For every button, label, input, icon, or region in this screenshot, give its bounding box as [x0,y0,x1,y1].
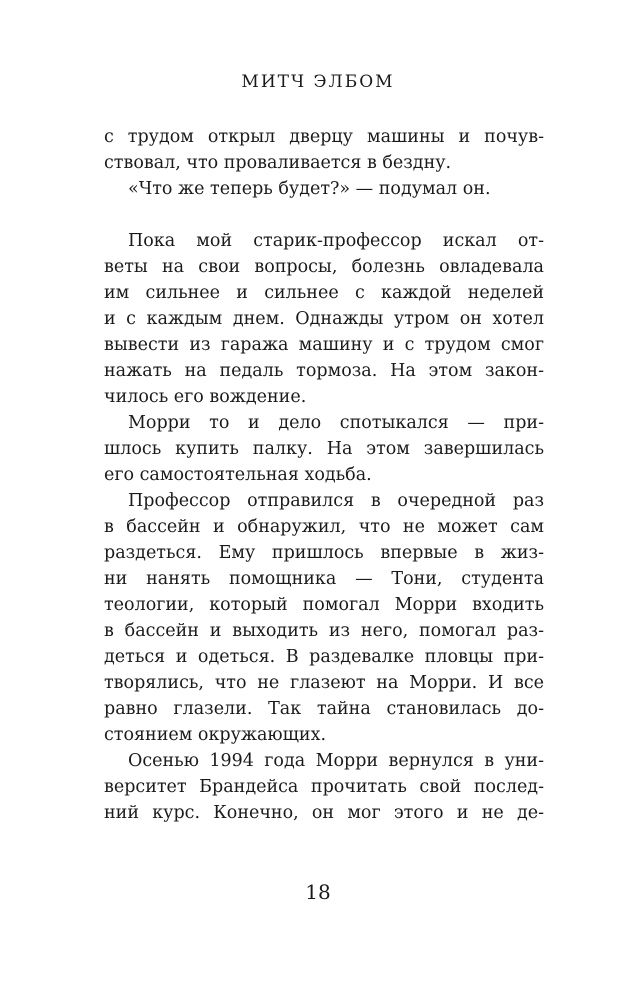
text-line: им сильнее и сильнее с каждой неделей [104,283,544,303]
text-line: теологии, который помогал Морри входить [104,595,544,615]
text-line: творялись, что не глазеют на Морри. И все [104,673,544,693]
text-line: Морри то и дело спотыкался — при- [128,413,544,433]
text-line: в бассейн и выходить из него, помогал раз- [104,621,544,641]
text-line: «Что же теперь будет?» — подумал он. [128,179,491,199]
text-line: чилось его вождение. [104,387,307,407]
body-text [104,124,544,826]
text-line: ний курс. Конечно, он мог этого и не де- [104,803,544,823]
text-line: с трудом открыл дверцу машины и почув- [104,127,544,147]
running-head: МИТЧ ЭЛБОМ [241,72,395,92]
text-line: раздеться. Ему пришлось впервые в жиз- [104,543,544,563]
text-line: и с каждым днем. Однажды утром он хотел [104,309,544,329]
text-line: стоянием окружающих. [104,725,327,745]
text-line: равно глазели. Так тайна становилась до- [104,699,544,719]
section-break [104,202,544,228]
text-line: веты на свои вопросы, болезнь овладевала [104,257,544,277]
text-line: его самостоятельная ходьба. [104,465,372,485]
text-line: верситет Брандейса прочитать свой послед- [104,777,544,797]
text-line: Осенью 1994 года Морри вернулся в уни- [128,751,544,771]
text-line: шлось купить палку. На этом завершилась [104,439,544,459]
text-line: в бассейн и обнаружил, что не может сам [104,517,544,537]
text-line: деться и одеться. В раздевалке пловцы при- [104,647,544,667]
text-line: ствовал, что проваливается в бездну. [104,153,452,173]
text-line: Пока мой старик-профессор искал от- [128,231,544,251]
page-number: 18 [305,880,331,904]
text-line: нажать на педаль тормоза. На этом закон- [104,361,544,381]
text-line: ни нанять помощника — Тони, студента [104,569,544,589]
text-line: вывести из гаража машину и с трудом смог [104,335,544,355]
text-line: Профессор отправился в очередной раз [128,491,544,511]
